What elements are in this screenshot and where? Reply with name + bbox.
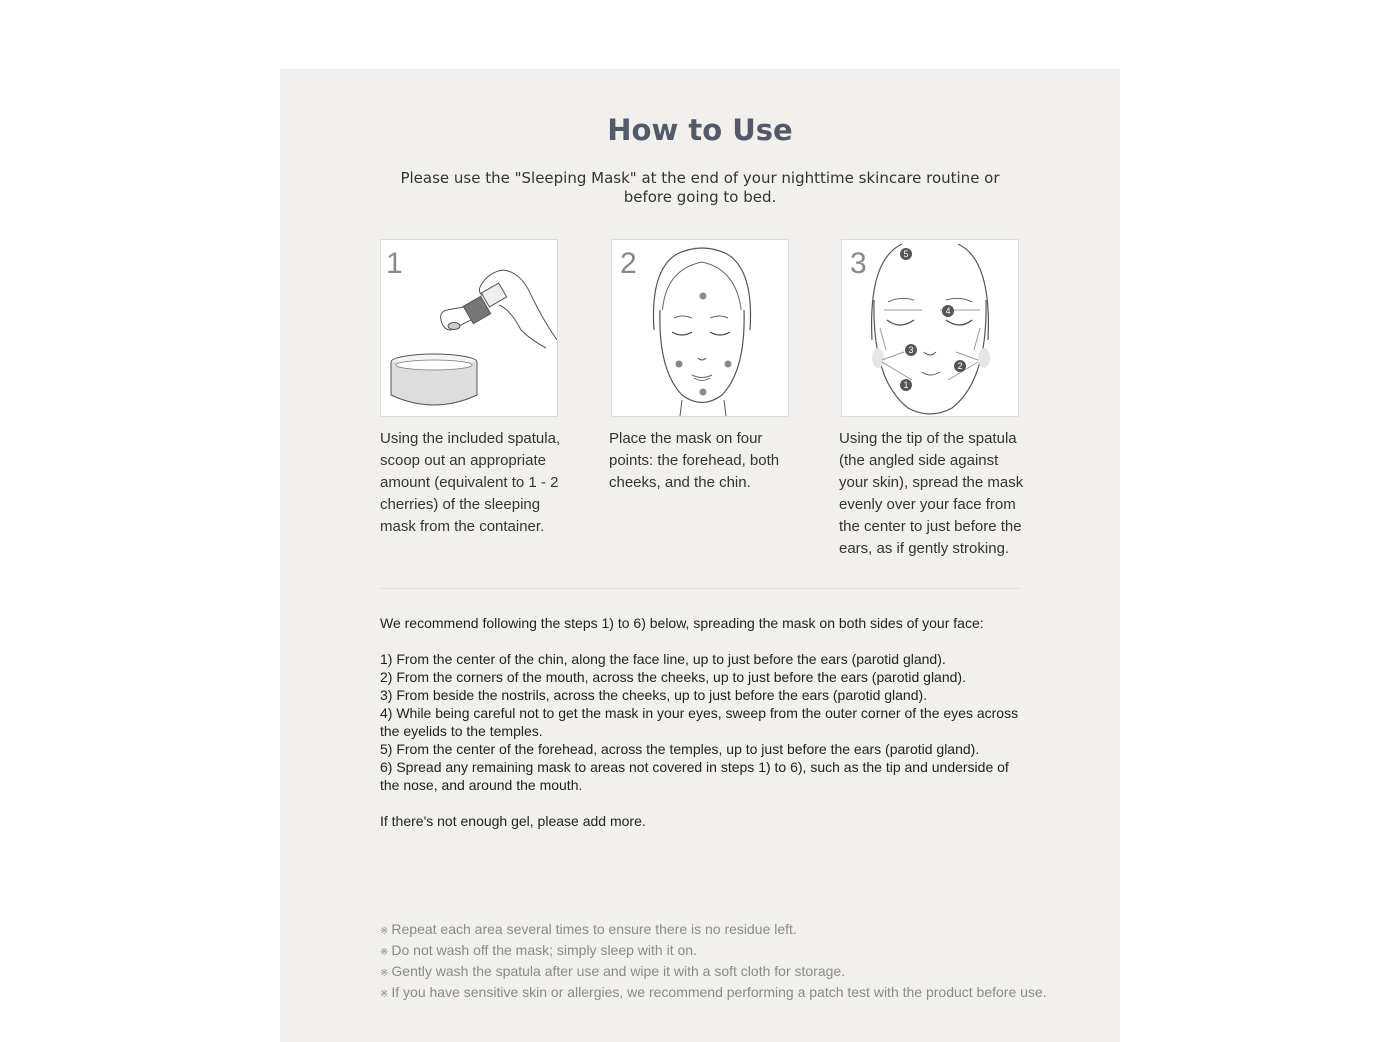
instructions-intro: We recommend following the steps 1) to 6) below, spreading the mask on both sides of your face: (380, 615, 984, 631)
subtitle: Please use the "Sleeping Mask" at the end of your nighttime skincare routine or before going to bed. (400, 169, 1000, 206)
notes (380, 920, 1100, 1004)
detailed-instructions (380, 614, 1020, 830)
step-3-number: 3 (850, 247, 867, 280)
step-2-text: Place the mask on four points: the forehead, both cheeks, and the chin. (609, 430, 780, 491)
step-2-number: 2 (620, 247, 637, 280)
list-item: 1) From the center of the chin, along the face line, up to just before the ears (parotid gland). (380, 651, 946, 667)
note-item: ※ Repeat each area several times to ensure there is no residue left. (380, 921, 797, 937)
divider (380, 588, 1020, 589)
list-item: 3) From beside the nostrils, across the cheeks, up to just before the ears (parotid gland). (380, 687, 928, 703)
note-mark-icon: ※ (380, 989, 389, 1000)
list-item: 4) While being careful not to get the mask in your eyes, sweep from the outer corner of the eyes across the eyelids to the temples. (380, 705, 1019, 739)
closing-note: If there's not enough gel, please add more. (380, 813, 646, 829)
marker-1: 1 (903, 380, 909, 390)
note-item: ※ If you have sensitive skin or allergies, we recommend performing a patch test with the product before use. (380, 984, 1047, 1000)
step-2-illustration (611, 239, 789, 417)
note-mark-icon: ※ (380, 968, 389, 979)
note-mark-icon: ※ (380, 926, 389, 937)
step-1-text: Using the included spatula, scoop out an appropriate amount (equivalent to 1 - 2 cherries) of the sleeping mask from the container. (380, 430, 561, 535)
marker-5: 5 (903, 249, 909, 259)
marker-2: 2 (957, 361, 963, 371)
marker-3: 3 (908, 345, 914, 355)
step-3-text: Using the tip of the spatula (the angled side against your skin), spread the mask evenly over your face from the center to just before the ears, as if gently stroking. (839, 430, 1024, 557)
how-to-use-panel (280, 69, 1120, 1042)
page-title: How to Use (607, 113, 793, 147)
marker-4: 4 (945, 306, 951, 316)
list-item: 5) From the center of the forehead, across the temples, up to just before the ears (parotid gland). (380, 741, 980, 757)
step-1-illustration (380, 239, 558, 417)
note-item: ※ Gently wash the spatula after use and wipe it with a soft cloth for storage. (380, 963, 846, 979)
step-1-number: 1 (386, 247, 403, 280)
list-item: 2) From the corners of the mouth, across the cheeks, up to just before the ears (parotid gland). (380, 669, 966, 685)
list-item: 6) Spread any remaining mask to areas not covered in steps 1) to 6), such as the tip and underside of the nose, and around the mouth. (380, 759, 1009, 793)
step-3-illustration (841, 239, 1019, 417)
note-mark-icon: ※ (380, 947, 389, 958)
note-item: ※ Do not wash off the mask; simply sleep with it on. (380, 942, 697, 958)
